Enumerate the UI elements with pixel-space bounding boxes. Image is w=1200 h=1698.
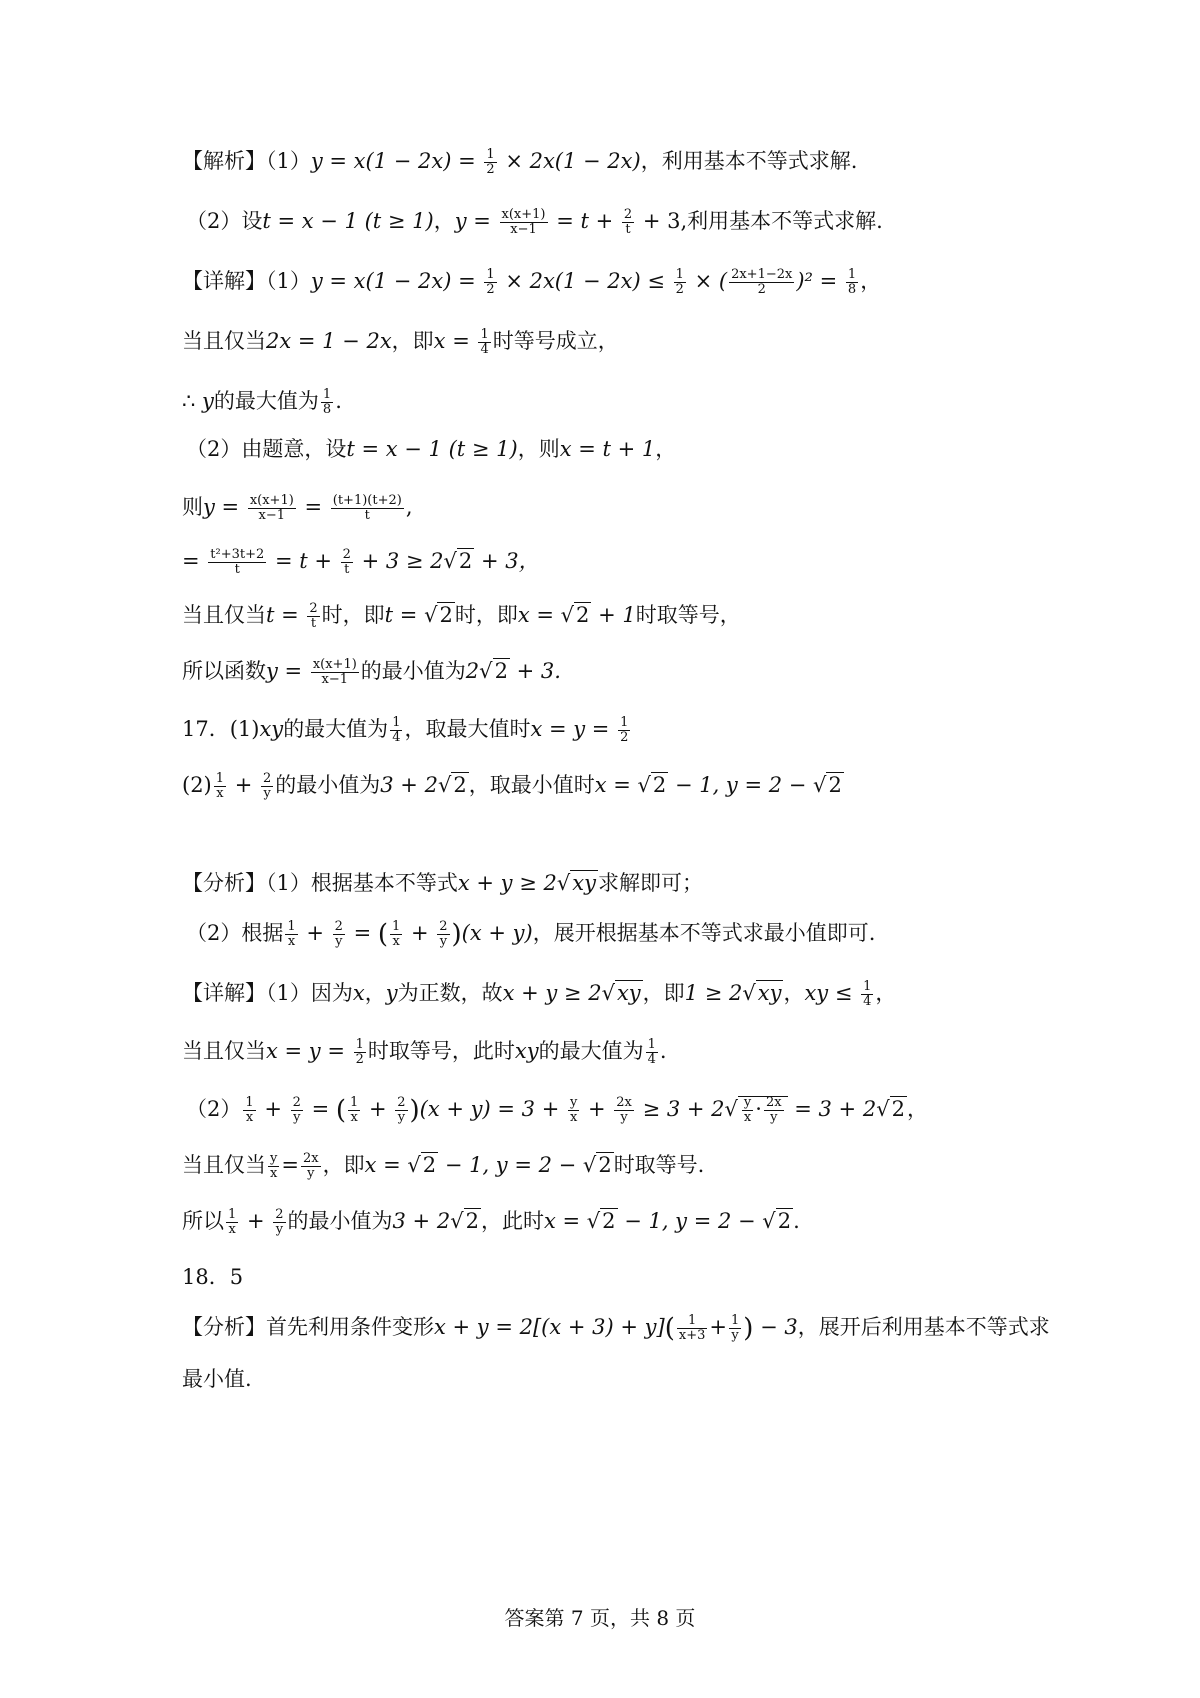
text: ， (364, 981, 386, 1005)
sqrt: 2 (458, 549, 473, 573)
p17-conclusion: 所以 $\frac{1}{x}$ + $\frac{2}{y}$ 的最小值为3 + 2√2，此时x = √2 − 1, y = 2 − √2. (182, 1207, 800, 1237)
text: ， (906, 1097, 928, 1121)
math: x = (543, 1209, 587, 1233)
p16-analysis-2 (186, 206, 883, 237)
tag-analysis: 【解析】 (182, 149, 266, 173)
math: (x + y) = 3 + (419, 1097, 566, 1121)
math: × ( (687, 269, 728, 293)
text: （1）根据基本不等式 (266, 871, 458, 895)
tag-analysis: 【分析】 (182, 871, 266, 895)
fraction: $\frac{1}{x}$ (215, 771, 225, 801)
text: （1）因为 (266, 981, 353, 1005)
text: ，取最小值时 (468, 773, 595, 797)
p17-detail-1: 【详解】（1）因为x，y为正数，故x + y ≥ 2√xy，即1 ≥ 2√xy，xy ≤ $\frac{1}{4}$ ， (182, 979, 897, 1009)
math: = (304, 1097, 336, 1121)
math: x = (594, 773, 638, 797)
text: ，展开根据基本不等式求最小值即可. (532, 921, 876, 945)
sqrt: $\frac{y}{x}$ · $\frac{2x}{y}$ (738, 1096, 788, 1121)
text: （2）设 (186, 209, 263, 233)
text: . (335, 389, 342, 413)
math: ≥ 3 + 2 (635, 1097, 725, 1121)
sqrt: 2 (602, 1209, 616, 1233)
text: 所以 (182, 1209, 224, 1233)
fraction: $\frac{1}{x}$ (228, 1207, 237, 1237)
math: = (182, 549, 207, 573)
sqrt: 2 (828, 773, 842, 797)
item-number: （1） (266, 269, 311, 293)
p17-answer-2: (2) $\frac{1}{x}$ + $\frac{2}{y}$ 的最小值为3 + 2√2，取最小值时x = √2 − 1, y = 2 − √2 (182, 771, 842, 801)
p17-equality-2: 当且仅当 $\frac{y}{x}$ = $\frac{2x}{y}$ ，即x = √2 − 1, y = 2 − √2时取等号. (182, 1151, 705, 1181)
fraction: $\frac{x(x+1)}{x-1}$ (249, 493, 294, 523)
text: 的最大值为 (283, 717, 389, 741)
fraction: $\frac{1}{2}$ (675, 267, 684, 297)
p16-equation: = $\frac{\text{t²+3t+2}}{t}$ = t + $\frac{2}{t}$ + 3 ≥ 2√2 + 3， (182, 547, 540, 577)
item-number: （1） (266, 149, 311, 173)
math: × 2x(1 − 2x) (498, 149, 641, 173)
fraction: $\frac{2}{y}$ (439, 919, 448, 949)
math: x = y = (530, 717, 617, 741)
text: 的最大值为 (538, 1039, 644, 1063)
fraction: $\frac{2}{t}$ (342, 547, 351, 577)
text: 当且仅当 (182, 329, 266, 353)
text: 时取等号. (613, 1153, 705, 1177)
fraction: $\frac{y}{x}$ (569, 1095, 578, 1125)
p16-analysis-1 (182, 146, 857, 177)
p17-equality-1 (182, 1036, 667, 1067)
fraction: $\frac{1}{4}$ (392, 715, 401, 745)
math: + 1 (591, 603, 636, 627)
therefore-symbol: ∴ (182, 389, 203, 413)
math: xy ≤ (804, 981, 860, 1005)
math: t = (266, 603, 306, 627)
math: 3 + 2 (392, 1209, 451, 1233)
math: t = x − 1 (t ≥ 1) (262, 209, 434, 233)
p16-detail-1 (182, 266, 881, 297)
math: × 2x(1 − 2x) ≤ (498, 269, 672, 293)
fraction: $\frac{2x+1-2x}{2}$ (731, 267, 793, 297)
math: + (257, 1097, 289, 1121)
math: = (346, 921, 378, 945)
sqrt: 2 (891, 1097, 905, 1121)
text: , (405, 495, 413, 519)
fraction: $\frac{1}{4}$ (480, 327, 489, 357)
math: + (299, 921, 331, 945)
math: + 3， (474, 549, 540, 573)
math: + (240, 1209, 272, 1233)
text: . (659, 1039, 667, 1063)
text: + 3,利用基本不等式求解. (636, 209, 883, 233)
sqrt: 2 (465, 1209, 479, 1233)
tag-analysis: 【分析】 (182, 1315, 266, 1339)
p17-answer-1 (182, 714, 632, 745)
text: . (793, 1209, 800, 1233)
text: ，取最大值时 (404, 717, 531, 741)
math: y = (266, 659, 309, 683)
fraction: $\frac{1}{2}$ (486, 267, 495, 297)
fraction: $\frac{1}{x}$ (287, 919, 296, 949)
item-number: (2) (182, 773, 212, 797)
p16-condition: 当且仅当t = $\frac{2}{t}$ 时，即t = √2时，即x = √2 + 1时取等号， (182, 601, 741, 631)
p18-analysis: 【分析】首先利用条件变形x + y = 2[(x + 3) + y]( $\frac{1}{x+3}$ + $\frac{1}{y}$ ) − 3，展开后利用基本不等式求 (182, 1313, 1050, 1344)
math: y (202, 389, 214, 413)
math: (x + y) (461, 921, 533, 945)
math: + (362, 1097, 394, 1121)
sqrt: 2 (422, 1153, 437, 1177)
text: 为正数，故 (397, 981, 503, 1005)
math: x + y ≥ 2 (502, 981, 602, 1005)
fraction: $\frac{2x}{y}$ (616, 1095, 632, 1125)
sqrt: 2 (576, 603, 590, 627)
math: 3 + 2 (380, 773, 438, 797)
math: x = t + 1 (559, 437, 656, 461)
math: xy (514, 1039, 539, 1063)
text: 求解即可； (597, 871, 703, 895)
math: = (297, 495, 329, 519)
text: 则 (182, 495, 203, 519)
math: 1 ≥ 2 (684, 981, 743, 1005)
math: y (385, 981, 398, 1005)
sqrt: 2 (439, 603, 453, 627)
p16-detail-2 (186, 434, 676, 464)
math: = 3 + 2 (787, 1097, 877, 1121)
math: + (228, 773, 259, 797)
fraction: $\frac{y}{x}$ (270, 1151, 278, 1181)
sqrt: xy (757, 981, 782, 1005)
text: ，则 (517, 437, 560, 461)
text: ，利用基本不等式求解. (640, 149, 858, 173)
text: ， (783, 981, 805, 1005)
fraction: $\frac{2}{y}$ (397, 1095, 406, 1125)
fraction: $\frac{2}{t}$ (623, 207, 633, 237)
text: 时，即 (454, 603, 518, 627)
fraction: $\frac{1}{x}$ (392, 919, 401, 949)
fraction: $\frac{x(x+1)}{x-1}$ (312, 657, 357, 687)
math: t = x − 1 (t ≥ 1) (346, 437, 518, 461)
math: 2 (465, 659, 480, 683)
math: )² = (796, 269, 844, 293)
math: y = (203, 495, 246, 519)
math: x = (517, 603, 561, 627)
tag-detail: 【详解】 (182, 981, 266, 1005)
math: − 3 (753, 1315, 798, 1339)
fraction: $\frac{2}{y}$ (292, 1095, 301, 1125)
text: 时，即 (321, 603, 385, 627)
text: 当且仅当 (182, 1153, 266, 1177)
text: 当且仅当 (182, 1039, 266, 1063)
fraction: $\frac{1}{x}$ (350, 1095, 359, 1125)
fraction: $\frac{1}{2}$ (620, 715, 629, 745)
math: x + y ≥ 2 (457, 871, 557, 895)
fraction: $\frac{1}{8}$ (322, 387, 332, 417)
text: ，此时 (480, 1209, 544, 1233)
fraction: $\frac{1}{8}$ (847, 267, 857, 297)
sqrt: 2 (652, 773, 667, 797)
text: ， (433, 209, 455, 233)
fraction: $\frac{1}{2}$ (486, 147, 495, 177)
page-footer: 答案第 7 页，共 8 页 (504, 1606, 696, 1630)
math: − 1, y = 2 − (668, 773, 814, 797)
math: − 1, y = 2 − (617, 1209, 763, 1233)
text: ，展开后利用基本不等式求 (797, 1315, 1050, 1339)
math: y = (454, 209, 498, 233)
fraction: $\frac{x(x+1)}{x-1}$ (501, 207, 546, 237)
fraction: $\frac{1}{4}$ (647, 1037, 656, 1067)
sqrt: 2 (453, 773, 467, 797)
p16-conclusion: 所以函数y = $\frac{x(x+1)}{x-1}$ 的最小值为2√2 + 3. (182, 657, 561, 687)
p16-equality-condition (182, 326, 619, 357)
text: 的最小值为 (360, 659, 466, 683)
sqrt: 2 (494, 659, 508, 683)
math: x + y = 2[(x + 3) + y] (434, 1315, 665, 1339)
p16-then (182, 492, 413, 523)
text: ， (860, 269, 882, 293)
fraction: $\frac{2}{t}$ (309, 601, 318, 631)
p18-analysis-cont (182, 1364, 252, 1394)
math: + (404, 921, 436, 945)
text: 时取等号， (635, 603, 741, 627)
fraction: $\frac{1}{x}$ (245, 1095, 254, 1125)
text: （2）由题意，设 (186, 437, 347, 461)
math: + 3 ≥ 2 (354, 549, 444, 573)
text: ，即 (642, 981, 685, 1005)
sqrt: xy (572, 871, 596, 895)
text: ， (655, 437, 677, 461)
fraction: $\frac{2}{y}$ (275, 1207, 284, 1237)
fraction: $\frac{1}{4}$ (863, 979, 872, 1009)
p17-detail-2: （2） $\frac{1}{x}$ + $\frac{2}{y}$ = ( $\frac{1}{x}$ + $\frac{2}{y}$ )(x + y) = 3 + $\frac{y}{x}$ + $\frac{2x}{y}$ ≥ 3 + 2√ $\frac{y}{x}$ · $\frac{2x}{y}$ = 3 + 2√2， (186, 1095, 928, 1126)
text: 最小值. (182, 1367, 252, 1391)
math: t = (384, 603, 425, 627)
math: = t + (549, 209, 620, 233)
text: 所以函数 (182, 659, 266, 683)
math: x = y = (266, 1039, 352, 1063)
text: 时等号成立， (492, 329, 619, 353)
question-answer: 18．5 (182, 1265, 244, 1289)
fraction: $\frac{2}{y}$ (334, 919, 343, 949)
math: y = x(1 − 2x) = (310, 149, 483, 173)
math: = t + (268, 549, 339, 573)
fraction: $\frac{\text{t²+3t+2}}{t}$ (210, 547, 265, 577)
sqrt: 2 (777, 1209, 792, 1233)
fraction: $\frac{1}{x+3}$ (678, 1313, 706, 1343)
p16-max-value (182, 386, 342, 417)
p17-analysis-1: 【分析】（1）根据基本不等式x + y ≥ 2√xy求解即可； (182, 871, 703, 895)
sqrt: xy (616, 981, 641, 1005)
math: − 1, y = 2 − (438, 1153, 583, 1177)
fraction: $\frac{(t+1)(t+2)}{t}$ (332, 493, 402, 523)
math: x = (433, 329, 477, 353)
text: （2）根据 (186, 921, 284, 945)
math: x (352, 981, 365, 1005)
tag-detail: 【详解】 (182, 269, 266, 293)
question-number: 17．(1) (182, 717, 260, 741)
text: （2） (186, 1097, 242, 1121)
text: ，即 (322, 1153, 365, 1177)
math: + (581, 1097, 613, 1121)
math: y = x(1 − 2x) = (310, 269, 483, 293)
text: 的最大值为 (213, 389, 319, 413)
p17-analysis-2: （2）根据 $\frac{1}{x}$ + $\frac{2}{y}$ = ( $\frac{1}{x}$ + $\frac{2}{y}$ )(x + y)，展开根据基本不等式求最小值即可. (186, 919, 876, 950)
math: xy (259, 717, 284, 741)
text: 时取等号，此时 (367, 1039, 515, 1063)
text: 当且仅当 (182, 603, 266, 627)
sqrt: 2 (598, 1153, 612, 1177)
math: + 3. (509, 659, 561, 683)
p18-answer (182, 1262, 243, 1292)
text: ，即 (391, 329, 434, 353)
text: 的最小值为 (275, 773, 381, 797)
text: 的最小值为 (287, 1209, 393, 1233)
text: ， (875, 981, 897, 1005)
fraction: $\frac{1}{y}$ (730, 1313, 740, 1343)
fraction: $\frac{1}{2}$ (355, 1037, 364, 1067)
math: x = (364, 1153, 408, 1177)
fraction: $\frac{2x}{y}$ (302, 1151, 319, 1181)
math: 2x = 1 − 2x (266, 329, 392, 353)
text: 首先利用条件变形 (266, 1315, 434, 1339)
fraction: $\frac{2}{y}$ (262, 771, 272, 801)
